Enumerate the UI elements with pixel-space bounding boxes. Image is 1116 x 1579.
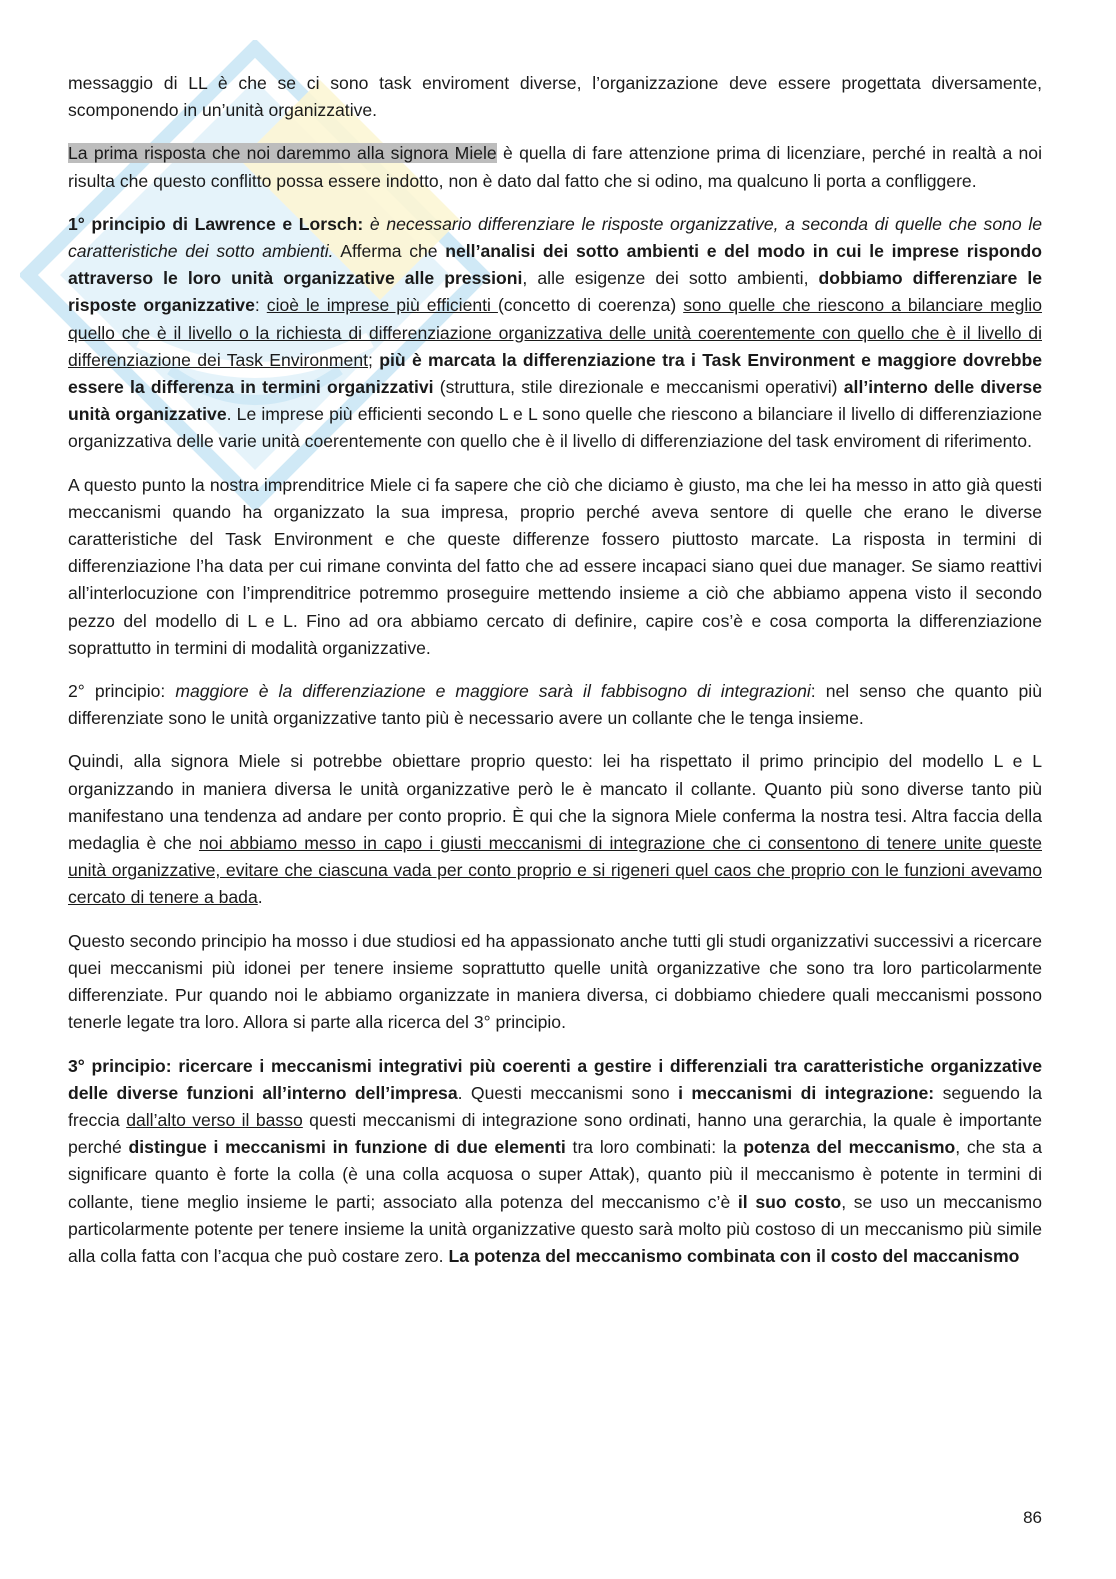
- text-run: ;: [368, 349, 380, 370]
- page-number: 86: [1023, 1508, 1042, 1527]
- text-run: questi meccanismi di integrazione sono ordinati, hanno una gerarchia, la quale è importante perché: [68, 1109, 1042, 1158]
- principle-2-heading: 2° principio:: [68, 681, 176, 702]
- underlined-text: noi abbiamo messo in capo i giusti meccanismi di integrazione che ci consentono di tenere unite queste unità organizzative, evitare che ciascuna vada per conto proprio e si rigeneri quel caos che proprio con le funzioni avevamo cercato di tenere a bada: [68, 833, 1042, 908]
- paragraph-6: [68, 748, 1042, 911]
- text-run: : nel senso che quanto più differenziate sono le unità organizzative tanto più è necessario avere un collante che le tenga insieme.: [68, 681, 1042, 729]
- principle-1-statement: è necessario differenziare le risposte organizzative, a seconda di quelle che sono le caratteristiche dei sotto ambienti.: [68, 213, 1043, 262]
- document-body: [68, 70, 1042, 1286]
- paragraph-principle-1: [68, 211, 1042, 456]
- bold-text: più è marcata la differenziazione tra i Task Environment e maggiore dovrebbe essere la differenza in termini organizzativi: [68, 349, 1042, 398]
- paragraph-2: [68, 140, 1042, 194]
- bold-text: nell’analisi dei sotto ambienti e del modo in cui le imprese rispondo attraverso le loro unità organizzative alle pressioni: [68, 241, 1042, 289]
- text-run: (struttura, stile direzionale e meccanismi operativi): [433, 377, 844, 398]
- text-run: [363, 214, 370, 234]
- paragraph-1: [68, 70, 1042, 124]
- text-run: . Questi meccanismi sono: [457, 1082, 679, 1103]
- underlined-text: dall’alto verso il basso: [126, 1109, 303, 1130]
- text-run: messaggio di LL è che se ci sono task enviroment diverse, l’organizzazione deve essere progettata diversamente, scomponendo in un’unità organizzative.: [68, 73, 1042, 121]
- text-run: è quella di fare attenzione prima di licenziare, perché in realtà a noi risulta che questo conflitto possa essere indotto, non è dato dal fatto che si odino, ma qualcuno li porta a confliggere.: [68, 143, 1042, 191]
- paragraph-7: [68, 928, 1042, 1037]
- principle-1-heading: 1° principio di Lawrence e Lorsch:: [68, 213, 364, 234]
- bold-text: all’interno delle diverse unità organizzative: [68, 377, 1042, 425]
- underlined-text: sono quelle che riescono a bilanciare meglio quello che è il livello o la richiesta di differenziazione organizzativa delle unità coerentemente con quello che è il livello di differenziazione dei Task Environment: [68, 295, 1042, 370]
- underlined-text: cioè le imprese più efficienti: [266, 295, 498, 316]
- text-run: tra loro combinati: la: [565, 1137, 744, 1158]
- bold-text: La potenza del meccanismo combinata con il costo del maccanismo: [448, 1245, 1020, 1266]
- paragraph-4: [68, 472, 1042, 662]
- text-run: :: [254, 295, 267, 316]
- text-run: (concetto di coerenza): [497, 295, 677, 316]
- text-run: , alle esigenze dei sotto ambienti,: [522, 268, 819, 289]
- paragraph-principle-2: [68, 678, 1042, 732]
- principle-3-heading: 3° principio: ricercare i meccanismi integrativi più coerenti a gestire i differenziali tra caratteristiche organizzative delle diverse funzioni all’interno dell’impresa: [68, 1055, 1042, 1103]
- bold-text: distingue i meccanismi in funzione di due elementi: [128, 1137, 566, 1158]
- text-run: seguendo la freccia: [68, 1082, 1043, 1130]
- text-run: Quindi, alla signora Miele si potrebbe obiettare proprio questo: lei ha rispettato il primo principio del modello L e L organizzando in maniera diversa le unità organizzative però le è mancato il collante. Quanto più sono diverse tanto più manifestano una tendenza ad andare per conto proprio. È qui che la signora Miele conferma la nostra tesi. Altra faccia della medaglia è che: [68, 751, 1042, 854]
- text-run: Questo secondo principio ha mosso i due studiosi ed ha appassionato anche tutti gli studi organizzativi successivi a ricercare quei meccanismi più idonei per tenere insieme soprattutto quelle unità organizzative che sono tra loro particolarmente differenziate. Pur quando noi le abbiamo organizzate in maniera diversa, ci dobbiamo chiedere quali meccanismi possono tenerle legate tra loro. Allora si parte alla ricerca del 3° principio.: [68, 930, 1042, 1033]
- text-run: , che sta a significare quanto è forte la colla (è una colla acquosa o super Attak), quanto più il meccanismo è potente in termini di collante, tiene meglio insieme le parti; associato alla potenza del meccanismo c’è: [68, 1137, 1042, 1212]
- principle-2-statement: maggiore è la differenziazione e maggiore sarà il fabbisogno di integrazioni: [175, 681, 811, 702]
- bold-text: i meccanismi di integrazione:: [678, 1082, 935, 1103]
- text-run: . Le imprese più efficienti secondo L e L sono quelle che riescono a bilanciare il livello di differenziazione organizzativa delle varie unità coerentemente con quello che è il livello di differenziazione del task enviroment di riferimento.: [68, 404, 1042, 452]
- bold-text: potenza del meccanismo: [743, 1137, 956, 1158]
- bold-text: dobbiamo differenziare le risposte organizzative: [68, 268, 1043, 316]
- paragraph-principle-3: [68, 1053, 1042, 1271]
- text-run: Afferma che: [333, 241, 446, 262]
- text-run: , se uso un meccanismo particolarmente potente per tenere insieme la unità organizzative questo sarà molto più costoso di un meccanismo più simile alla colla fatta con l’acqua che può costare zero.: [68, 1191, 1042, 1266]
- text-run: A questo punto la nostra imprenditrice Miele ci fa sapere che ciò che diciamo è giusto, ma che lei ha messo in atto già questi meccanismi quando ha organizzato la sua impresa, proprio perché aveva sentore di quelle che erano le diverse caratteristiche del Task Environment e che queste differenze fossero piuttosto marcate. La risposta in termini di differenziazione l’ha data per cui rimane convinta del fatto che ad essere incapaci siano quei due manager. Se siamo reattivi all’interlocuzione con l’imprenditrice potremmo proseguire mettendo insieme a ciò che abbiamo appena visto il secondo pezzo del modello di L e L. Fino ad ora abbiamo cercato di definire, capire cos’è e cosa comporta la differenziazione soprattutto in termini di modalità organizzative.: [68, 474, 1042, 658]
- text-run: .: [257, 887, 263, 908]
- bold-text: il suo costo: [737, 1191, 842, 1212]
- highlighted-text: La prima risposta che noi daremmo alla signora Miele: [68, 143, 497, 164]
